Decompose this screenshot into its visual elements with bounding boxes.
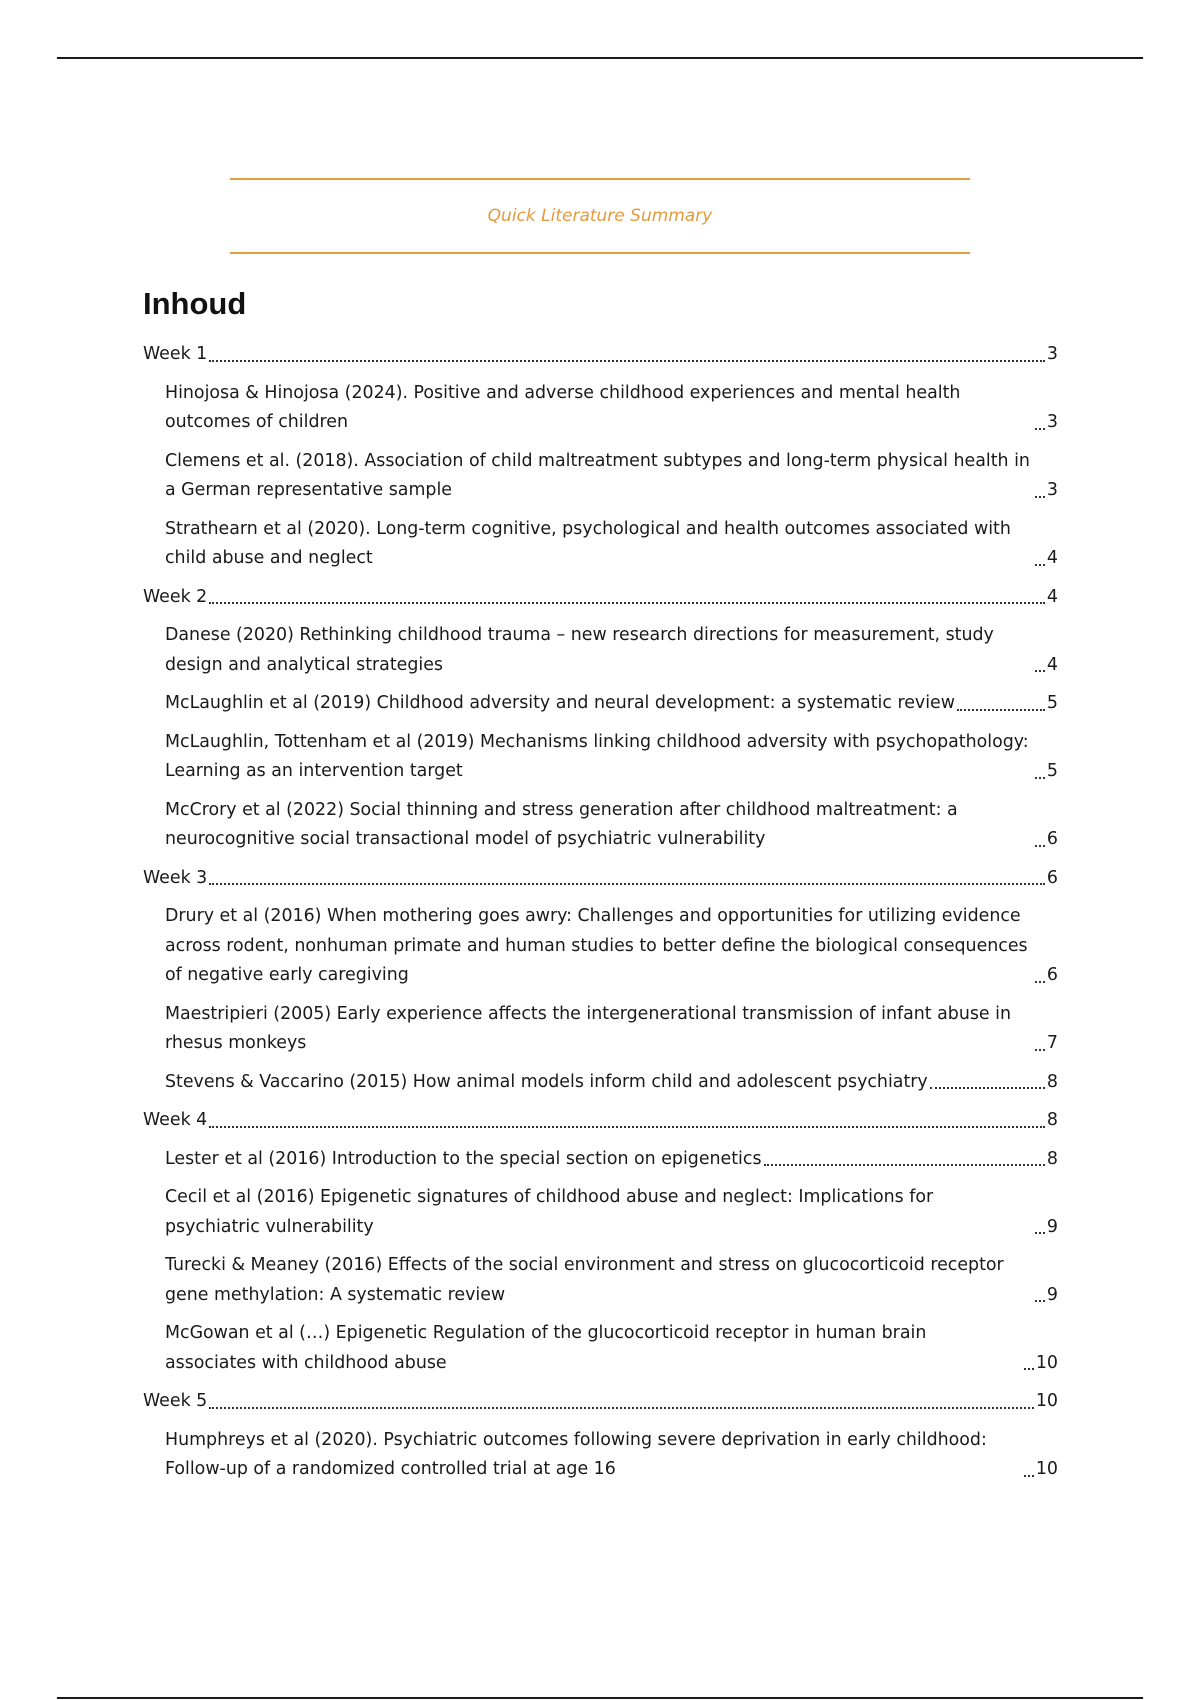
toc-heading: Inhoud [143, 286, 247, 321]
toc-entry-title[interactable]: Clemens et al. (2018). Association of child maltreatment subtypes and long-term physical health in a German representative sample [165, 450, 1030, 500]
toc-article-entry[interactable] [143, 902, 1058, 991]
toc-entry-title[interactable]: Hinojosa & Hinojosa (2024). Positive and adverse childhood experiences and mental health outcomes of children [165, 382, 961, 432]
toc-article-entry[interactable] [143, 689, 1058, 719]
document-title-block [230, 178, 970, 254]
toc-page-number[interactable]: 7 [1046, 1033, 1058, 1053]
toc-article-entry[interactable] [143, 1426, 1058, 1485]
toc-article-entry[interactable] [143, 1251, 1058, 1310]
toc-dot-leader [1035, 1300, 1045, 1302]
toc-entry-title[interactable]: Strathearn et al (2020). Long-term cognitive, psychological and health outcomes associated with child abuse and neglect [165, 518, 1011, 568]
header-rule [57, 57, 1143, 59]
toc-dot-leader [209, 1407, 1034, 1409]
toc-page-number[interactable]: 8 [1046, 1148, 1058, 1169]
toc-entry-title[interactable]: Cecil et al (2016) Epigenetic signatures of childhood abuse and neglect: Implications for psychiatric vulnerability [165, 1187, 934, 1237]
toc-week-entry[interactable] [143, 864, 1058, 894]
toc-dot-leader [1035, 670, 1045, 672]
toc-dot-leader [1035, 845, 1045, 847]
toc-entry-title[interactable]: Week 5 [143, 1391, 208, 1411]
toc-page-number[interactable]: 6 [1046, 867, 1058, 888]
toc-article-entry[interactable] [143, 379, 1058, 438]
toc-dot-leader [209, 360, 1045, 362]
toc-week-entry[interactable] [143, 340, 1058, 370]
toc-article-entry[interactable] [143, 796, 1058, 855]
toc-dot-leader [1035, 1049, 1045, 1051]
toc-page-number[interactable]: 4 [1046, 586, 1058, 607]
toc-page-number[interactable]: 9 [1046, 1284, 1058, 1305]
toc-week-entry[interactable] [143, 583, 1058, 613]
toc-dot-leader [1024, 1368, 1034, 1370]
toc-article-entry[interactable] [143, 728, 1058, 787]
toc-article-entry[interactable] [143, 1068, 1058, 1098]
toc-page-number[interactable]: 6 [1046, 829, 1058, 849]
toc-week-entry[interactable] [143, 1106, 1058, 1136]
toc-page-number[interactable]: 10 [1035, 1352, 1058, 1373]
toc-article-entry[interactable] [143, 1183, 1058, 1242]
toc-entry-title[interactable]: Stevens & Vaccarino (2015) How animal models inform child and adolescent psychiatry [165, 1071, 928, 1092]
toc-page-number[interactable]: 9 [1046, 1216, 1058, 1237]
toc-page-number[interactable]: 4 [1046, 548, 1058, 568]
toc-page-number[interactable]: 10 [1035, 1459, 1058, 1479]
toc-dot-leader [1035, 777, 1045, 779]
toc-article-entry[interactable] [143, 515, 1058, 574]
toc-dot-leader [930, 1087, 1045, 1089]
toc-entry-title[interactable]: Lester et al (2016) Introduction to the special section on epigenetics [165, 1148, 762, 1169]
toc-page-number[interactable]: 8 [1046, 1110, 1058, 1130]
toc-page-number[interactable]: 5 [1046, 761, 1058, 781]
toc-page-number[interactable]: 5 [1046, 693, 1058, 713]
toc-entry-title[interactable]: Week 1 [143, 344, 208, 364]
toc-dot-leader [1035, 981, 1045, 983]
toc-dot-leader [1035, 1232, 1045, 1234]
toc-entry-title[interactable]: Week 4 [143, 1110, 208, 1130]
toc-dot-leader [764, 1164, 1045, 1166]
toc-dot-leader [209, 1126, 1045, 1128]
toc-page-number[interactable]: 4 [1046, 654, 1058, 675]
toc-page-number[interactable]: 3 [1046, 412, 1058, 432]
toc-entry-title[interactable]: Danese (2020) Rethinking childhood trauma – new research directions for measurement, study design and analytical strategies [165, 625, 994, 675]
toc-page-number[interactable]: 3 [1046, 344, 1058, 364]
toc-dot-leader [209, 883, 1045, 885]
toc-entry-title[interactable]: McLaughlin, Tottenham et al (2019) Mechanisms linking childhood adversity with psychopathology: Learning as an intervention target [165, 731, 1029, 781]
toc-article-entry[interactable] [143, 1000, 1058, 1059]
toc-entry-title[interactable]: Drury et al (2016) When mothering goes awry: Challenges and opportunities for utilizing evidence across rodent, nonhuman primate and human studies to better define the biological consequences of negative early caregiving [165, 906, 1028, 985]
toc-article-entry[interactable] [143, 1145, 1058, 1175]
toc-entry-title[interactable]: Turecki & Meaney (2016) Effects of the social environment and stress on glucocorticoid receptor gene methylation: A systematic review [165, 1255, 1004, 1305]
toc-page-number[interactable]: 8 [1046, 1071, 1058, 1092]
toc-entry-title[interactable]: McGowan et al (…) Epigenetic Regulation of the glucocorticoid receptor in human brain associates with childhood abuse [165, 1323, 927, 1373]
toc-dot-leader [1035, 428, 1045, 430]
toc-dot-leader [1035, 496, 1045, 498]
toc-dot-leader [1024, 1475, 1034, 1477]
table-of-contents [143, 340, 1058, 1494]
toc-page-number[interactable]: 10 [1035, 1391, 1058, 1411]
toc-entry-title[interactable]: Week 2 [143, 586, 208, 607]
toc-dot-leader [209, 602, 1045, 604]
toc-article-entry[interactable] [143, 447, 1058, 506]
toc-article-entry[interactable] [143, 1319, 1058, 1378]
toc-week-entry[interactable] [143, 1387, 1058, 1417]
toc-entry-title[interactable]: Humphreys et al (2020). Psychiatric outcomes following severe deprivation in early childhood: Follow-up of a randomized controlled trial at age 16 [165, 1429, 987, 1479]
toc-page-number[interactable]: 3 [1046, 480, 1058, 500]
footer-rule [57, 1697, 1143, 1699]
toc-entry-title[interactable]: Maestripieri (2005) Early experience affects the intergenerational transmission of infant abuse in rhesus monkeys [165, 1003, 1011, 1053]
toc-article-entry[interactable] [143, 621, 1058, 680]
toc-entry-title[interactable]: McLaughlin et al (2019) Childhood adversity and neural development: a systematic review [165, 693, 955, 713]
toc-page-number[interactable]: 6 [1046, 965, 1058, 985]
toc-entry-title[interactable]: McCrory et al (2022) Social thinning and stress generation after childhood maltreatment: a neurocognitive social transactional model of psychiatric vulnerability [165, 799, 958, 849]
toc-entry-title[interactable]: Week 3 [143, 867, 208, 888]
toc-dot-leader [1035, 564, 1045, 566]
toc-dot-leader [957, 709, 1045, 711]
document-title: Quick Literature Summary [487, 206, 713, 226]
